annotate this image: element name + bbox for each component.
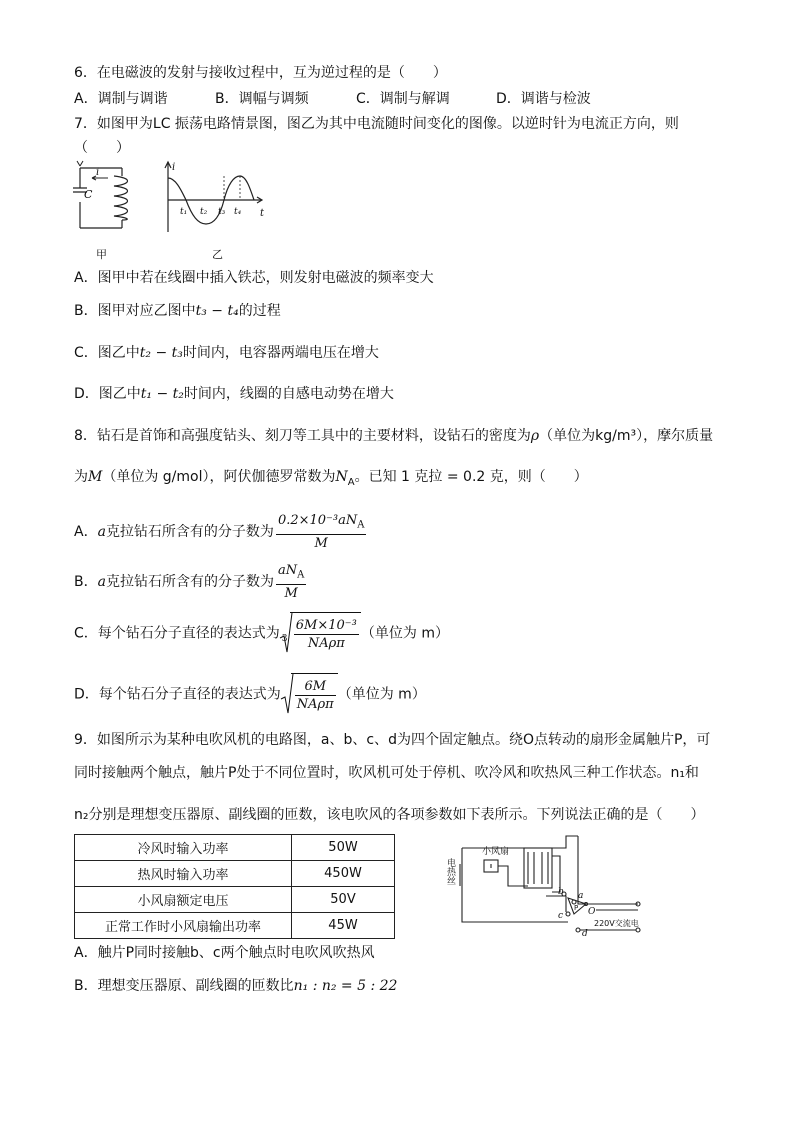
q8-option-c-cube-root: 3 $\frac{\text{6M×10⁻³}}{\text{NAρπ}}$ (280, 612, 361, 655)
q8-option-d-square-root: $\frac{6M}{\text{NAρπ}}$ (281, 673, 338, 716)
q9-stem-line2: 同时接触两个触点，触片P处于不同位置时，吹风机可处于停机、吹冷风和吹热风三种工作状态。n₁和 (74, 765, 699, 781)
q9-option-a: A．触片P同时接触b、c两个触点时电吹风吹热风 (74, 945, 375, 961)
q7-label-c: C (84, 188, 93, 201)
q6-option-c: C．调制与解调 (356, 91, 450, 107)
q9-parameter-table (74, 834, 395, 939)
q9-stem-line1: 9．如图所示为某种电吹风机的电路图，a、b、c、d为四个固定触点。绕O点转动的扇形金属触片P，可 (74, 732, 711, 748)
fan-label: 小风扇 (482, 847, 510, 857)
q6-stem: 6．在电磁波的发射与接收过程中，互为逆过程的是（ ） (74, 65, 447, 81)
q6-options (74, 90, 591, 108)
q8-molar-mass: M (88, 469, 103, 485)
q7-label-yi: 乙 (212, 248, 223, 261)
q6-option-d: D．调谐与检波 (496, 91, 591, 107)
q7-tick-t4: t₄ (234, 207, 242, 217)
svg-text:c: c (558, 911, 564, 921)
table-row: 冷风时输入功率 50W (75, 835, 395, 861)
q8-option-b: B．a克拉钻石所含有的分子数为 $\frac{aN_A}{M}$ (74, 563, 305, 601)
q7-option-c-interval: t₂ − t₃ (139, 345, 183, 361)
current-time-graph (165, 162, 262, 232)
q7-option-b: B．图甲对应乙图中t₃ − t₄的过程 (74, 303, 281, 319)
q7-option-b-interval: t₃ − t₄ (195, 303, 239, 319)
q8-option-c: C．每个钻石分子直径的表达式为 3 $\frac{\text{6M×10⁻³}}{\text{NAρπ}}$ （单位为 m） (74, 612, 449, 655)
svg-text:P: P (574, 904, 579, 912)
q8-density-unit: kg/m³ (595, 428, 637, 444)
q7-axis-i: i (172, 162, 176, 173)
q7-stem-line1: 7．如图甲为LC 振荡电路情景图，图乙为其中电流随时间变化的图像。以逆时针为电流正方向，则 (74, 116, 679, 132)
q9-option-b: B．理想变压器原、副线圈的匝数比n₁ : n₂ = 5 : 22 (74, 978, 398, 994)
q7-figure (72, 158, 282, 264)
q7-option-c: C．图乙中t₂ − t₃时间内，电容器两端电压在增大 (74, 345, 379, 361)
q8-stem-line1: 8．钻石是首饰和高强度钻头、刻刀等工具中的主要材料，设钻石的密度为ρ（单位为kg/m³），摩尔质量 (74, 428, 714, 444)
q9-circuit-figure (445, 834, 644, 939)
q6-option-b: B．调幅与调频 (215, 91, 309, 107)
lc-circuit-diagram (73, 161, 128, 228)
q7-option-a: A．图甲中若在线圈中插入铁芯，则发射电磁波的频率变大 (74, 270, 434, 286)
svg-text:O: O (588, 907, 596, 917)
table-row: 正常工作时小风扇输出功率 45W (75, 913, 395, 939)
q7-axis-t: t (260, 208, 265, 219)
svg-text:a: a (578, 891, 584, 901)
q7-tick-t3: t₃ (218, 207, 226, 217)
svg-text:d: d (582, 929, 588, 939)
q8-option-a: A．a克拉钻石所含有的分子数为 $\frac{0.2\times 10^{-3}aN_A}{M}$ (74, 513, 365, 551)
q9-option-b-ratio: n₁ : n₂ = 5 : 22 (293, 978, 398, 994)
q8-option-d: D．每个钻石分子直径的表达式为 $\frac{6M}{\text{NAρπ}}$ （单位为 m） (74, 673, 426, 716)
q8-rho: ρ (530, 428, 540, 444)
table-row: 热风时输入功率 450W (75, 861, 395, 887)
q7-label-i: i (96, 167, 100, 178)
q7-tick-t1: t₁ (180, 207, 188, 217)
q7-tick-t2: t₂ (200, 207, 208, 217)
q9-stem-line3: n₂分别是理想变压器原、副线圈的匝数，该电吹风的各项参数如下表所示。下列说法正确的是（ ） (74, 807, 705, 823)
q6-option-a: A．调制与调谐 (74, 91, 168, 107)
q7-stem-line2: （ ） (74, 140, 130, 156)
q7-option-d-interval: t₁ − t₂ (140, 386, 184, 402)
table-row: 小风扇额定电压 50V (75, 887, 395, 913)
svg-text:b: b (558, 887, 564, 897)
q8-option-a-fraction: $\frac{0.2\times 10^{-3}aN_A}{M}$ (277, 513, 365, 551)
q7-option-d: D．图乙中t₁ − t₂时间内，线圈的自感电动势在增大 (74, 386, 394, 402)
supply-label: 220V交流电 (594, 919, 639, 928)
q8-stem-line2: 为M（单位为 g/mol），阿伏伽德罗常数为$N_A$。已知 1 克拉 = 0.2 克，则（ ） (74, 469, 588, 488)
q8-option-b-fraction: $\frac{aN_A}{M}$ (277, 563, 305, 601)
q7-label-jia: 甲 (96, 248, 107, 261)
heater-label: 电热丝 (445, 858, 455, 885)
q8-avogadro: N (335, 469, 348, 485)
